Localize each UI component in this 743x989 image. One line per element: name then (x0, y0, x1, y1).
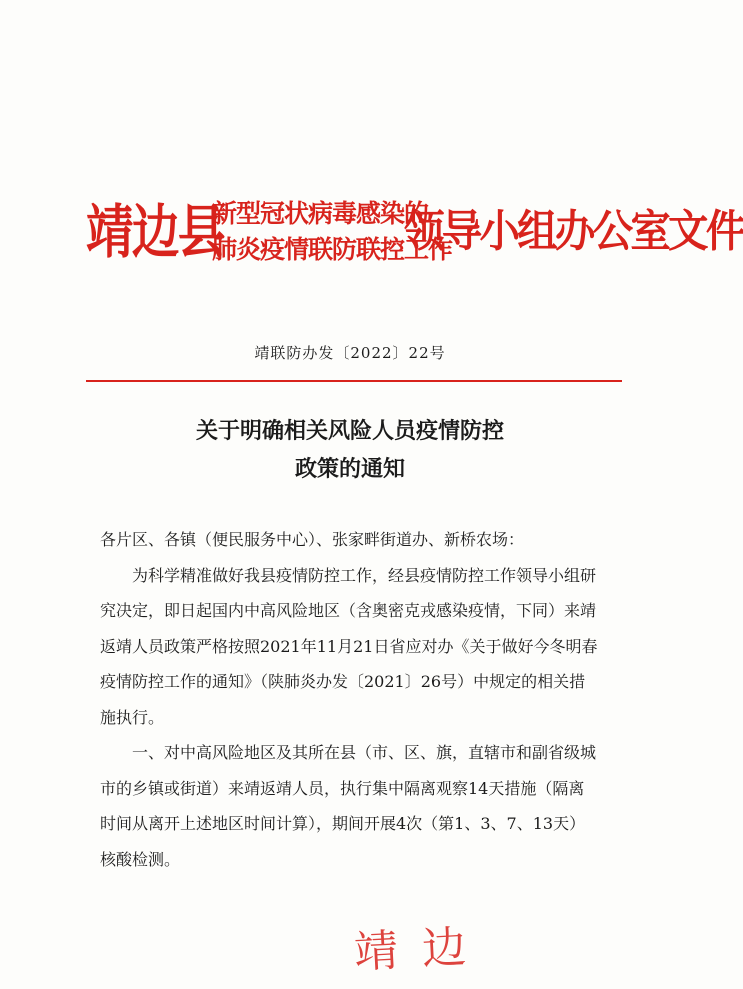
addressee-line: 各片区、各镇（便民服务中心）、张家畔街道办、新桥农场： (100, 530, 525, 549)
masthead-office: 领导小组办公室文件 (404, 206, 743, 257)
body-paragraph-2: 一、对中高风险地区及其所在县（市、区、旗，直辖市和副省级城市的乡镇或街道）来靖返靖人员，执行集中隔离观察14天措施（隔离时间从离开上述地区时间计算），期间开展4次（第1、3、7、13天）核酸检测。 (100, 743, 597, 869)
masthead-line-1: 新型冠状病毒感染的 (212, 199, 429, 228)
red-seal-fragment: 靖边 (352, 920, 492, 979)
masthead-county: 靖边县 (86, 198, 224, 266)
red-divider-line (86, 380, 622, 382)
document-body (100, 522, 600, 877)
body-paragraph-1: 为科学精准做好我县疫情防控工作，经县疫情防控工作领导小组研究决定，即日起国内中高风险地区（含奥密克戎感染疫情，下同）来靖返靖人员政策严格按照2021年11月21日省应对办《关于做好今冬明春疫情防控工作的通知》（陕肺炎办发〔2021〕26号）中规定的相关措施执行。 (100, 565, 598, 727)
title-line-1: 关于明确相关风险人员疫情防控 (195, 418, 504, 444)
masthead-line-2: 肺炎疫情联防联控工作 (212, 235, 453, 264)
title-line-2: 政策的通知 (294, 456, 405, 482)
document-number: 靖联防办发〔2022〕22号 (254, 344, 446, 362)
document-title (0, 412, 700, 488)
red-masthead (86, 192, 743, 282)
